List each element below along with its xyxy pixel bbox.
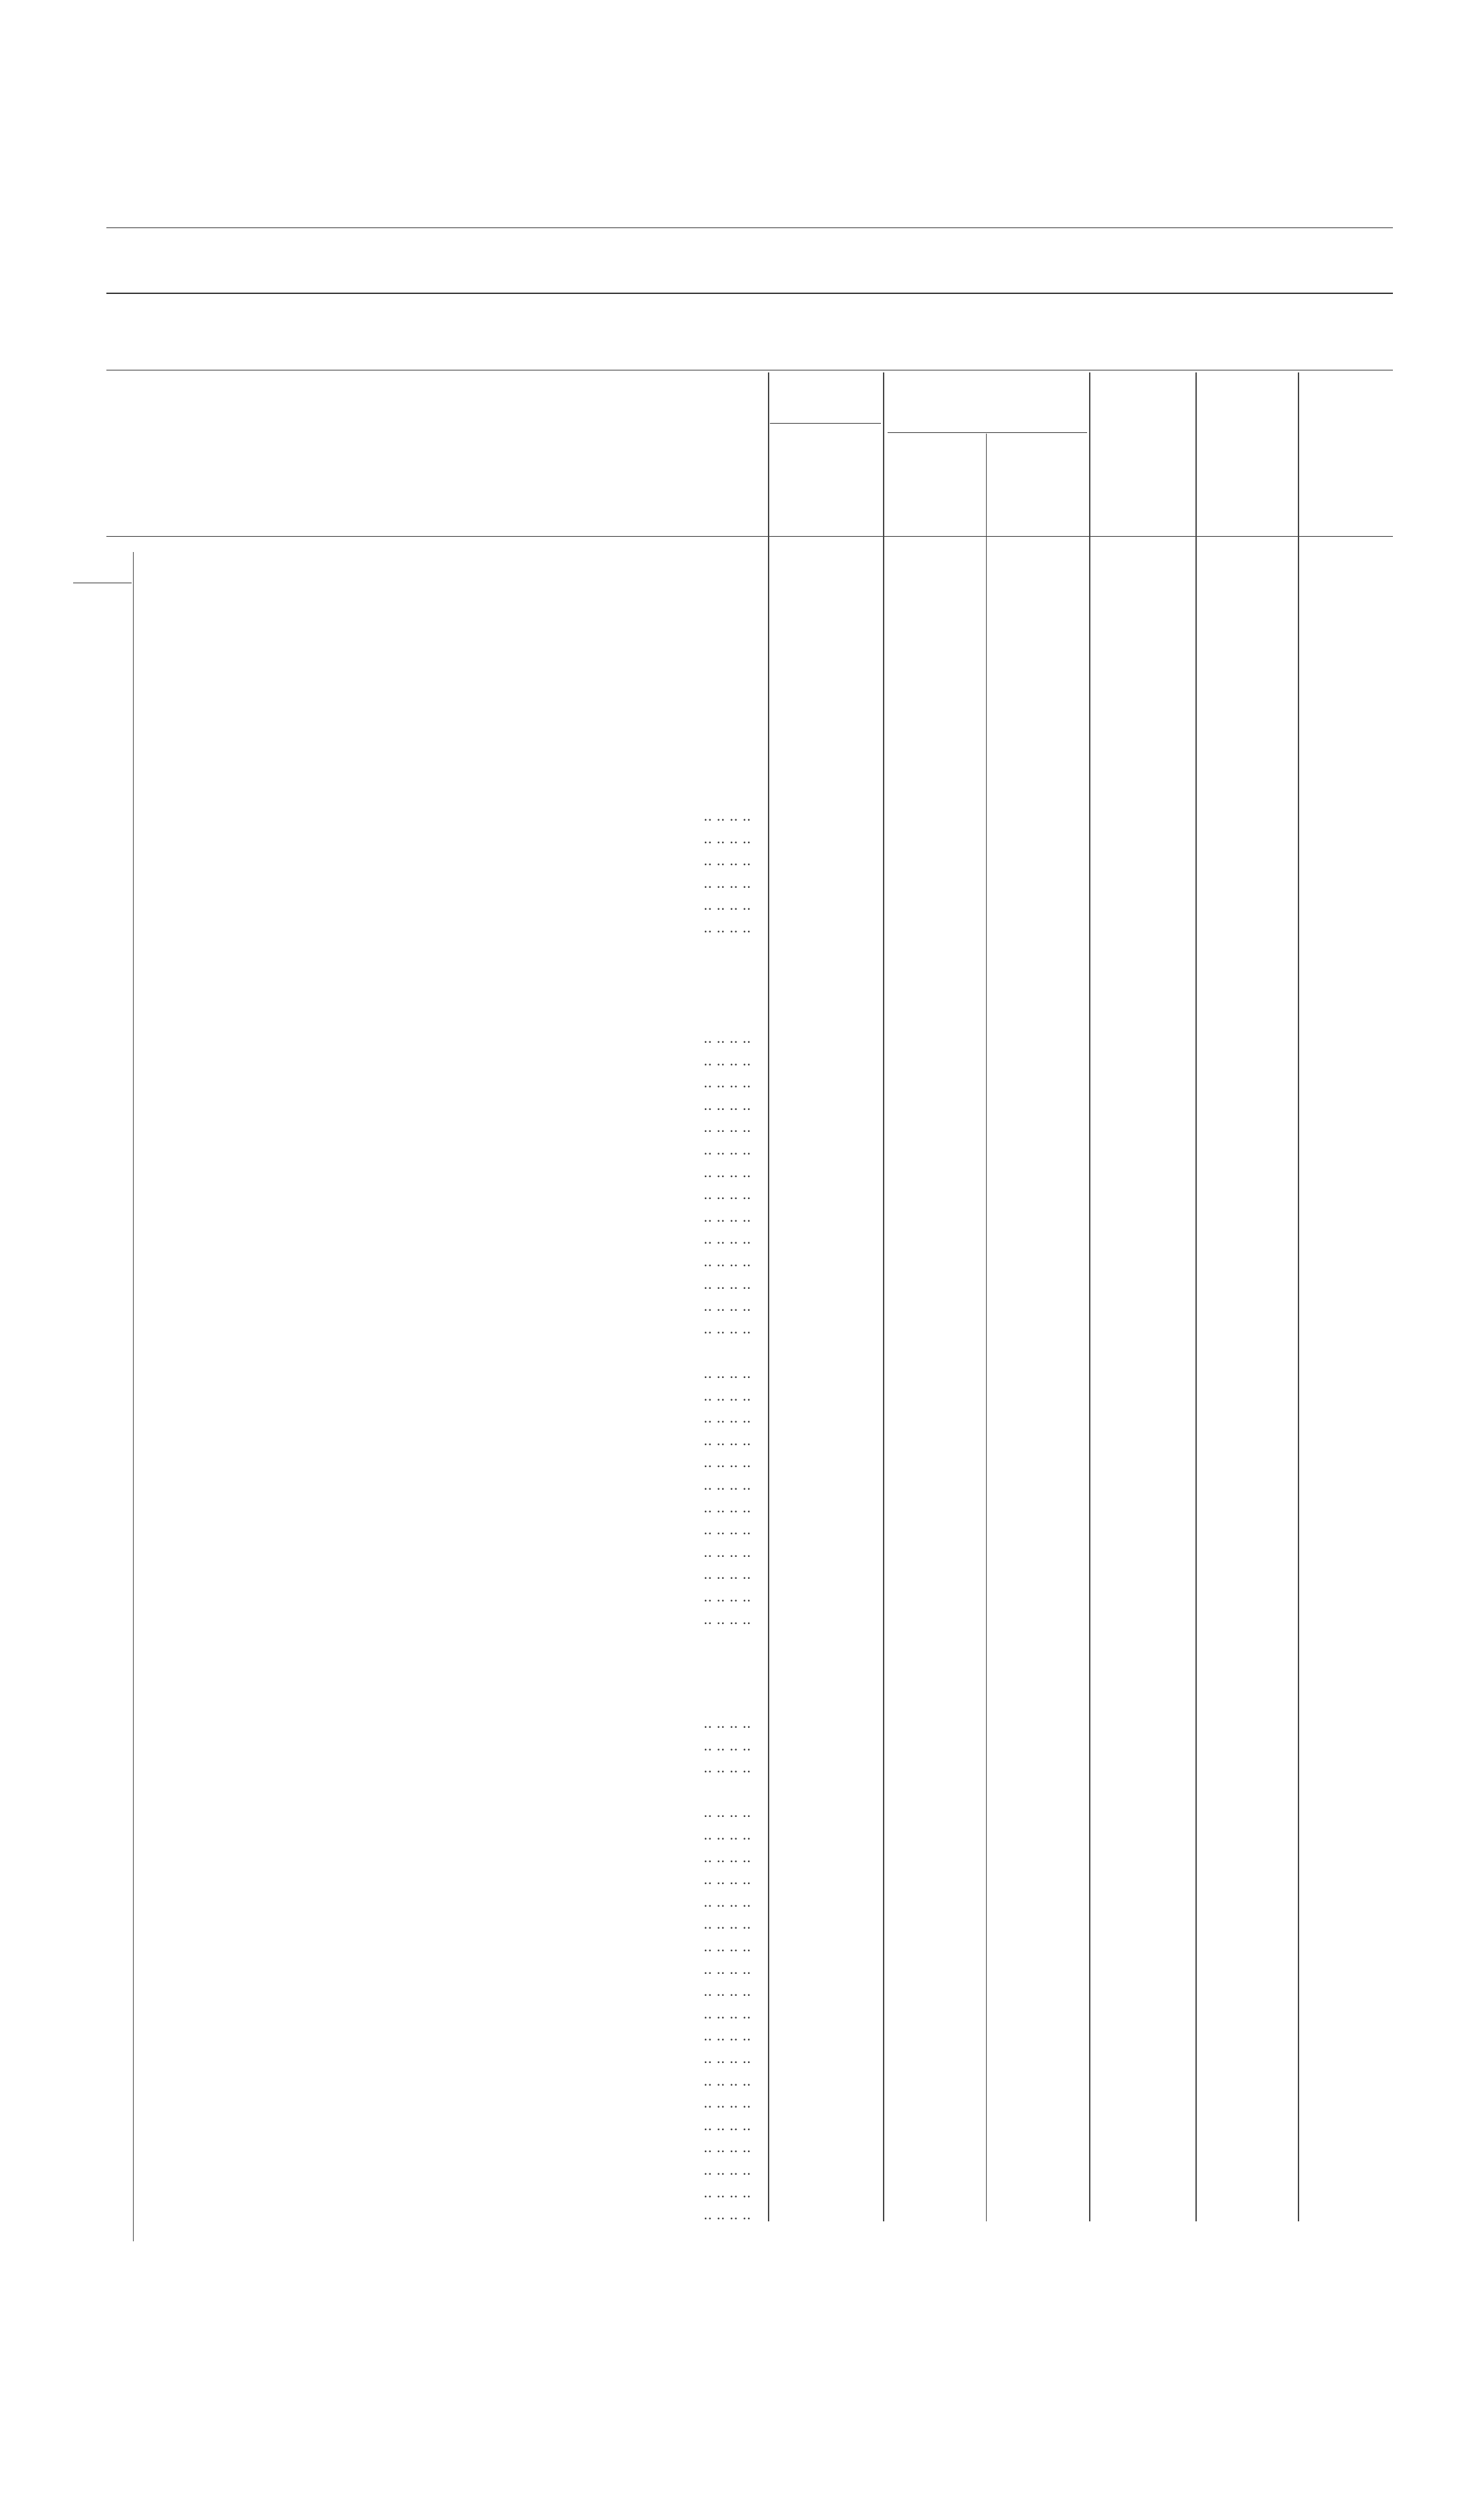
leader-dots: .. .. .. ..	[703, 1826, 751, 1843]
leader-dots: .. .. .. ..	[703, 1543, 751, 1560]
leader-dots: .. .. .. ..	[703, 807, 751, 824]
year-1938-39-rule	[888, 432, 1087, 433]
leader-dots: .. .. .. ..	[703, 1476, 751, 1493]
leader-dots: .. .. .. ..	[703, 829, 751, 847]
year-1939-40-rule	[770, 423, 881, 424]
leader-dots: .. .. .. ..	[703, 1566, 751, 1583]
leader-dots: .. .. .. ..	[703, 2027, 751, 2044]
leader-dots: .. .. .. ..	[703, 2005, 751, 2022]
leader-dots: .. .. .. ..	[703, 1715, 751, 1731]
leader-dots: .. .. .. ..	[703, 1163, 751, 1181]
leader-dots: .. .. .. ..	[703, 852, 751, 869]
leader-dots: .. .. .. ..	[703, 1431, 751, 1449]
leader-dots: .. .. .. ..	[703, 1119, 751, 1136]
leader-dots: .. .. .. ..	[703, 2072, 751, 2089]
leader-dots: .. .. .. ..	[703, 2139, 751, 2156]
leader-dots: .. .. .. ..	[703, 1960, 751, 1977]
leader-dots: .. .. .. ..	[703, 1409, 751, 1427]
leader-dots: .. .. .. ..	[703, 1030, 751, 1046]
leader-dots: .. .. .. ..	[703, 1454, 751, 1471]
leader-dots: .. .. .. ..	[703, 1610, 751, 1627]
leader-dots: .. .. .. ..	[703, 874, 751, 891]
leader-dots: .. .. .. ..	[703, 1804, 751, 1821]
column-rule-2	[883, 372, 884, 2221]
leader-dots: .. .. .. ..	[703, 2094, 751, 2112]
leader-dots: .. .. .. ..	[703, 1938, 751, 1955]
leader-dots: .. .. .. ..	[703, 1871, 751, 1888]
leader-dots: .. .. .. ..	[703, 1096, 751, 1113]
leader-dots: .. .. .. ..	[703, 1365, 751, 1381]
leader-dots: .. .. .. ..	[703, 1051, 751, 1069]
leader-dots: .. .. .. ..	[703, 2116, 751, 2134]
leader-dots: .. .. .. ..	[703, 1387, 751, 1404]
leader-dots: .. .. .. ..	[703, 1521, 751, 1538]
title-rule	[106, 293, 1393, 294]
leader-dots: .. .. .. ..	[703, 2161, 751, 2178]
leader-dots: .. .. .. ..	[703, 2050, 751, 2066]
table-header-bottom-rule	[106, 536, 1393, 537]
leader-dots: .. .. .. ..	[703, 1275, 751, 1292]
leader-dots: .. .. .. ..	[703, 919, 751, 936]
leader-dots: .. .. .. ..	[703, 1893, 751, 1910]
leader-dots: .. .. .. ..	[703, 1320, 751, 1337]
leader-dots: .. .. .. ..	[703, 1298, 751, 1315]
leader-dots: .. .. .. ..	[703, 1141, 751, 1158]
column-rule-4	[1089, 372, 1090, 2221]
header-rule	[106, 227, 1393, 228]
leader-dots: .. .. .. ..	[703, 2206, 751, 2223]
column-rule-6	[1298, 372, 1299, 2221]
leader-dots: .. .. .. ..	[703, 1983, 751, 2000]
column-rule-3	[986, 434, 987, 2221]
leader-dots: .. .. .. ..	[703, 1208, 751, 1225]
leader-dots: .. .. .. ..	[703, 1186, 751, 1203]
leader-dots: .. .. .. ..	[703, 1588, 751, 1605]
leader-dots: .. .. .. ..	[703, 1498, 751, 1516]
leader-dots: .. .. .. ..	[703, 1915, 751, 1933]
column-rule-5	[1195, 372, 1197, 2221]
item-column-rule	[133, 552, 134, 2241]
leader-dots: .. .. .. ..	[703, 1230, 751, 1248]
column-rule-1	[768, 372, 769, 2221]
leader-dots: .. .. .. ..	[703, 1074, 751, 1091]
leader-dots: .. .. .. ..	[703, 897, 751, 914]
leader-dots: .. .. .. ..	[703, 1253, 751, 1270]
leader-dots: .. .. .. ..	[703, 1759, 751, 1776]
leader-dots: .. .. .. ..	[703, 2183, 751, 2201]
leader-dots: .. .. .. ..	[703, 1737, 751, 1754]
leader-dots: .. .. .. ..	[703, 1848, 751, 1866]
